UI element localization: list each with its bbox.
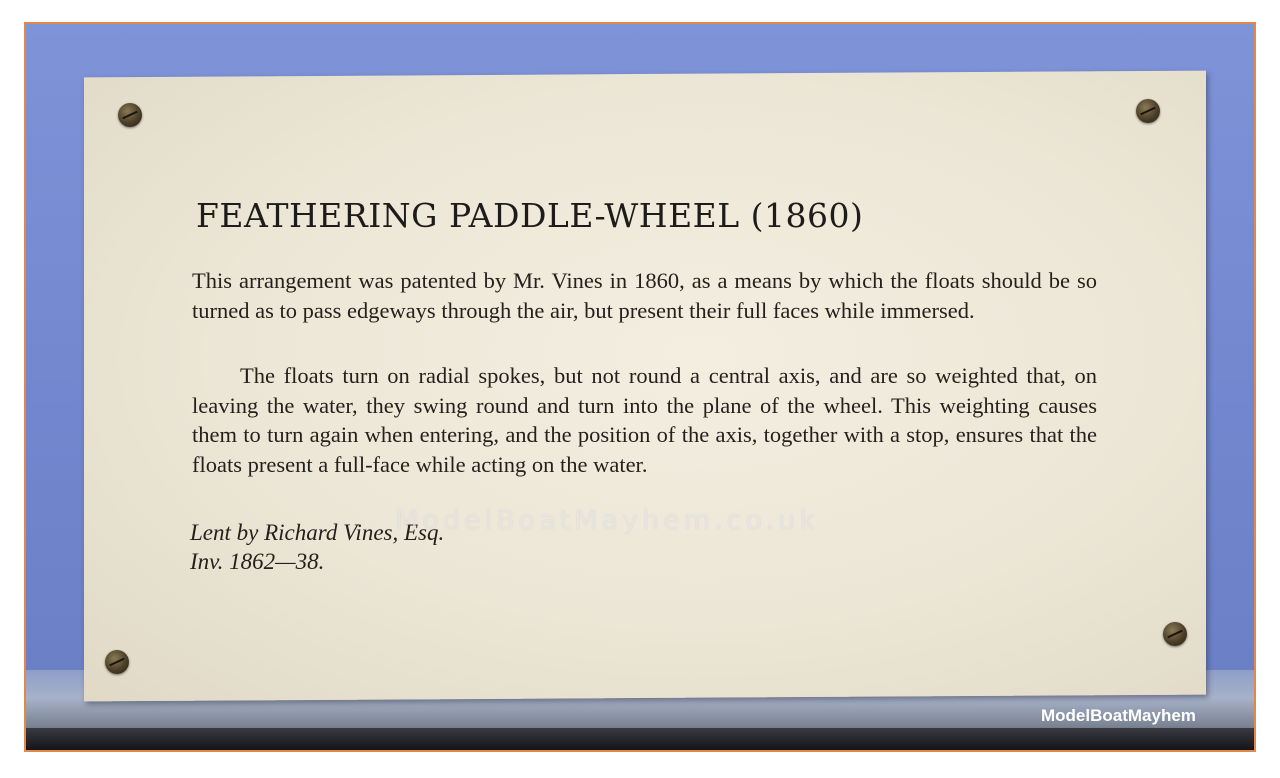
screw-bottom-left-icon	[105, 650, 129, 674]
plaque-paragraph-1: This arrangement was patented by Mr. Vines in 1860, as a means by which the floats should be so turned as to pass edgeways through the air, but present their full faces while immersed.	[192, 268, 1097, 323]
ledge-shadow	[26, 728, 1254, 750]
screw-top-left-icon	[118, 103, 142, 127]
watermark-center: ModelBoatMayhem.co.uk	[395, 505, 819, 536]
plaque-title: FEATHERING PADDLE-WHEEL (1860)	[196, 196, 864, 235]
watermark-corner: ModelBoatMayhem	[1041, 706, 1196, 725]
plaque-inventory-line: Inv. 1862—38.	[190, 549, 325, 574]
plaque-credit-line: Lent by Richard Vines, Esq.	[190, 520, 445, 545]
plaque-paragraph-2: The floats turn on radial spokes, but not round a central axis, and are so weighted that, on leaving the water, they swing round and turn into the plane of the wheel. This weighting causes them to turn again when entering, and the position of the axis, together with a stop, ensures that the floats present a full-face while acting on the water.	[192, 363, 1097, 477]
screw-bottom-right-icon	[1163, 622, 1187, 646]
screw-top-right-icon	[1136, 99, 1160, 123]
